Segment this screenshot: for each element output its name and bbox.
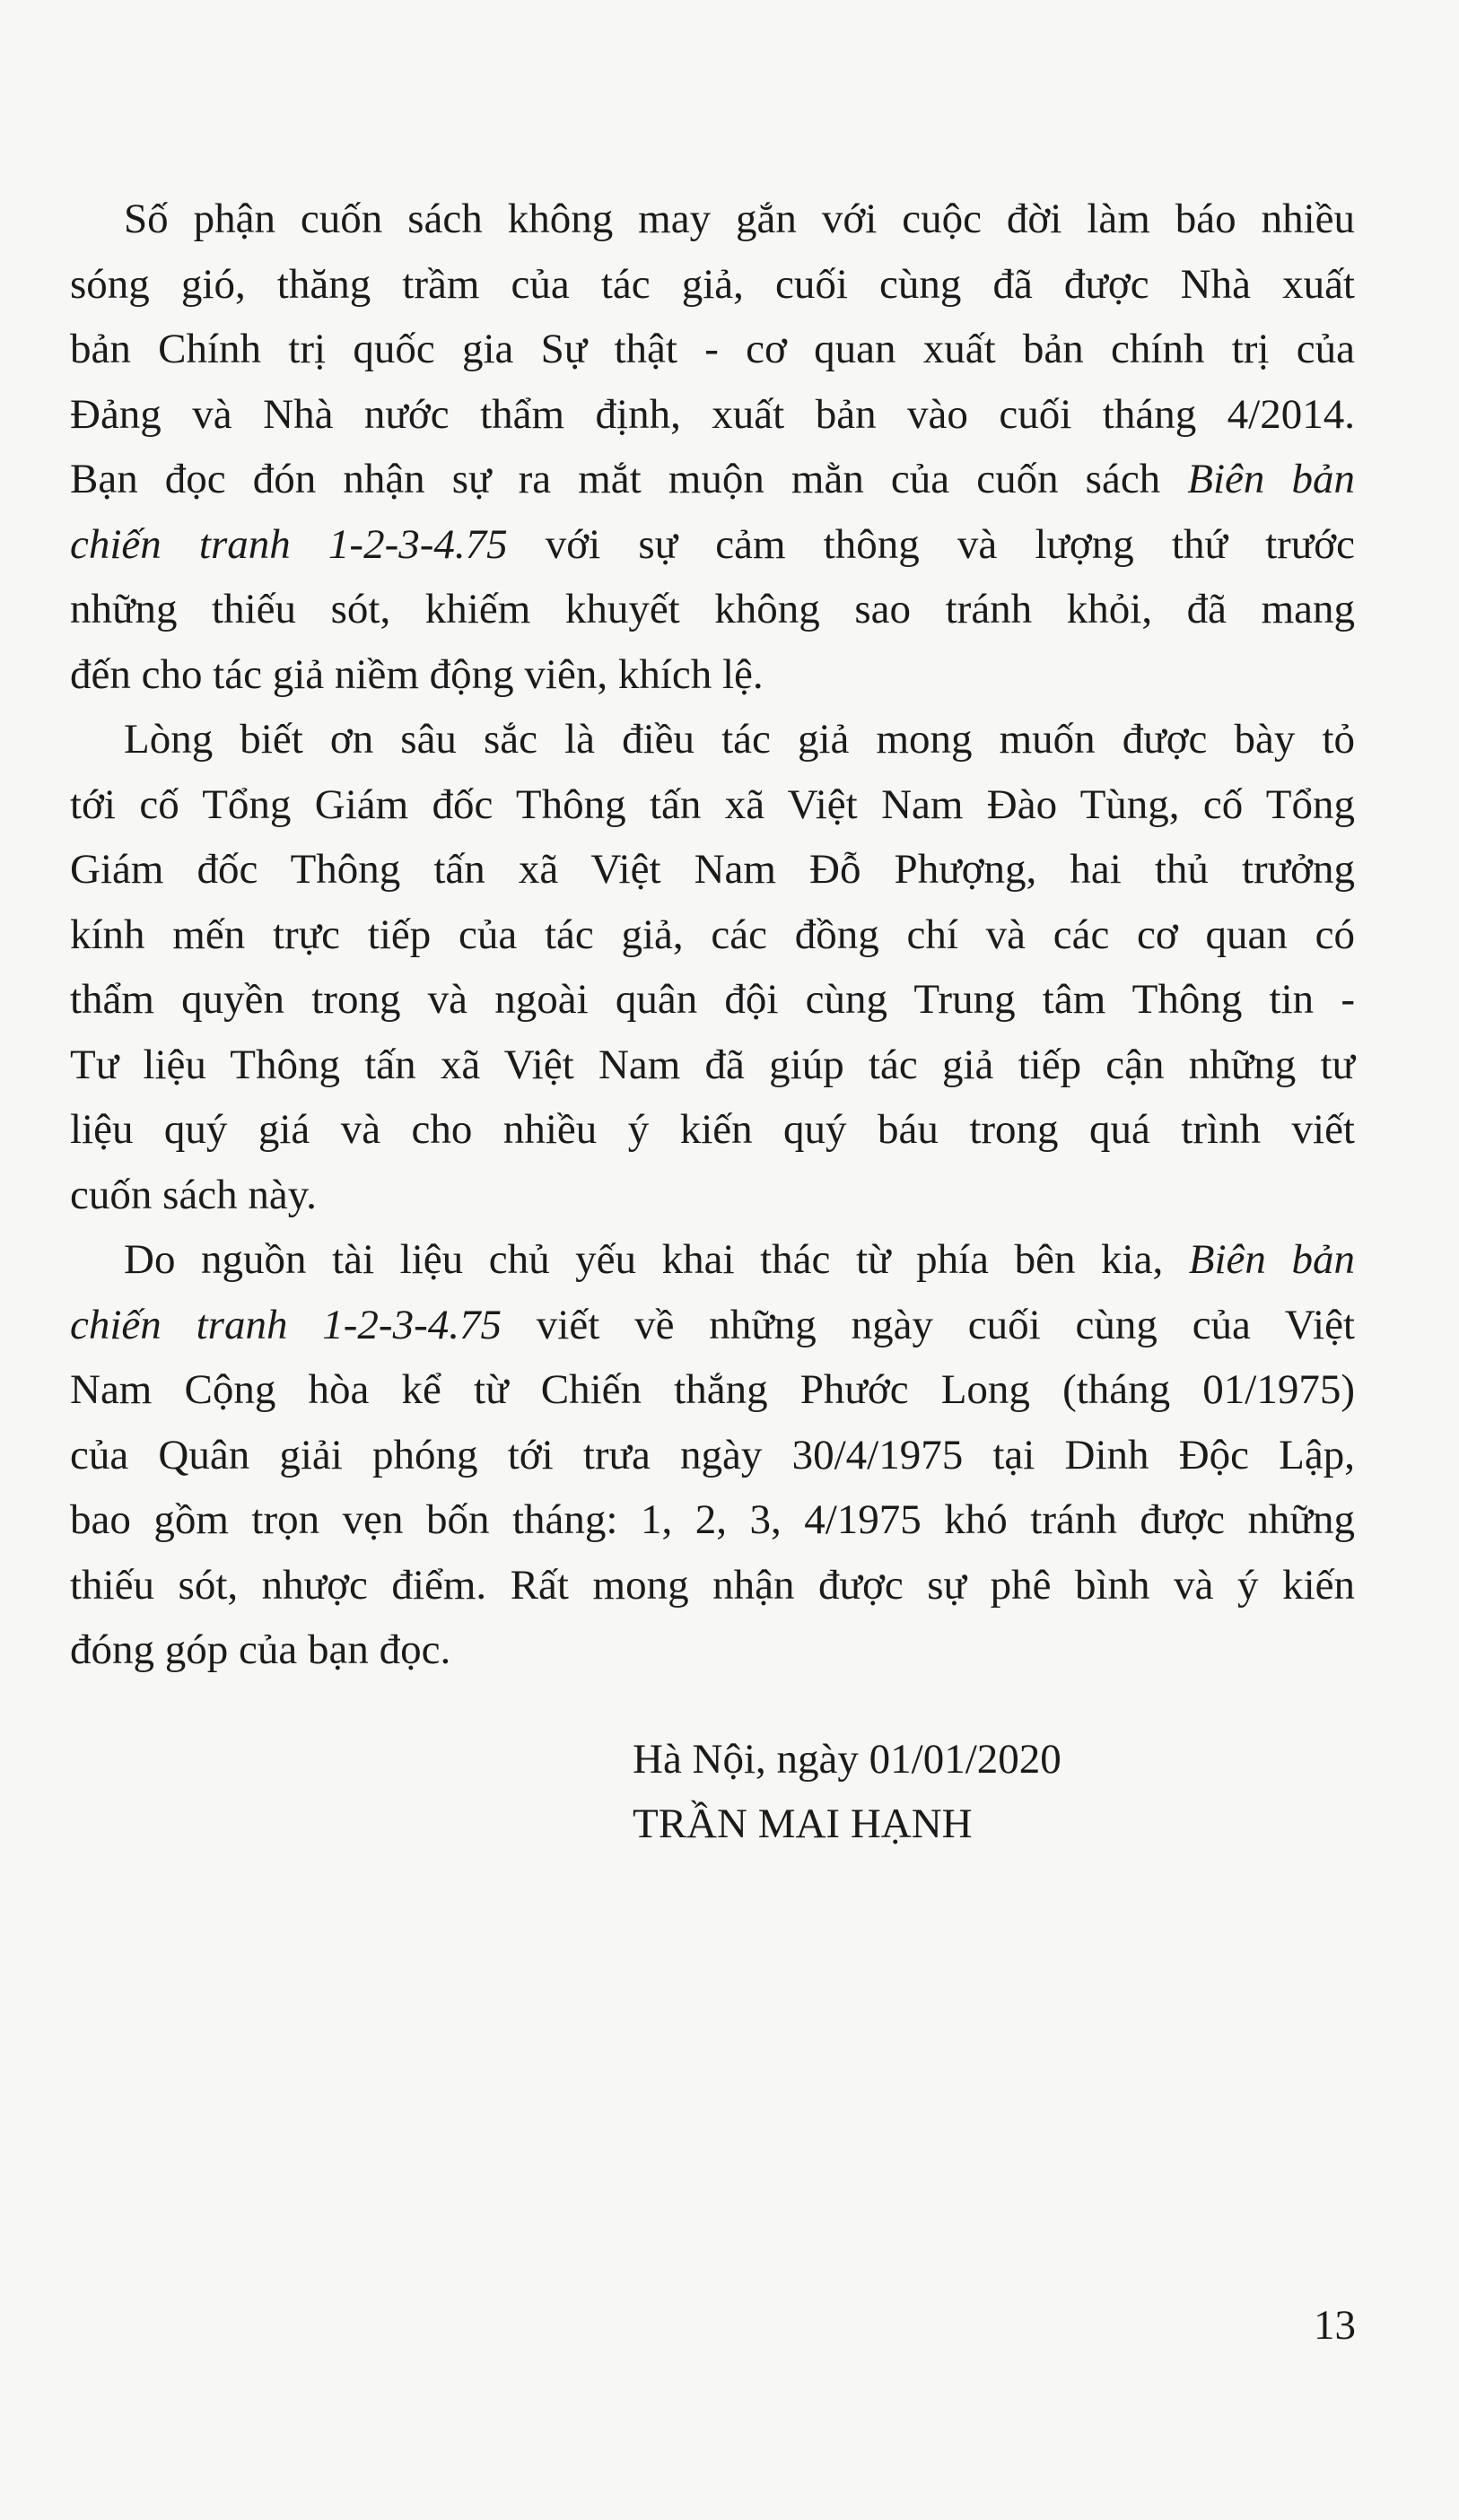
page-number: 13 bbox=[1314, 2302, 1356, 2349]
text-line: kính mến trực tiếp của tác giả, các đồng chí và các cơ quan có bbox=[70, 911, 1355, 958]
book-title-italic: chiến tranh 1-2-3-4.75 bbox=[70, 1301, 502, 1348]
text-line: Do nguồn tài liệu chủ yếu khai thác từ phía bên kia, Biên bản bbox=[124, 1236, 1355, 1283]
text-line: bao gồm trọn vẹn bốn tháng: 1, 2, 3, 4/1975 khó tránh được những bbox=[70, 1496, 1355, 1543]
text-line: cuốn sách này. bbox=[70, 1171, 317, 1218]
text-line: Nam Cộng hòa kể từ Chiến thắng Phước Long (tháng 01/1975) bbox=[70, 1366, 1355, 1413]
text-line: đóng góp của bạn đọc. bbox=[70, 1626, 451, 1673]
text-line: Số phận cuốn sách không may gắn với cuộc đời làm báo nhiều bbox=[124, 196, 1355, 242]
book-title-italic: Biên bản bbox=[1187, 456, 1355, 502]
paragraph-3 bbox=[70, 1227, 1355, 1683]
paragraph-2 bbox=[70, 707, 1355, 1227]
text-line: những thiếu sót, khiếm khuyết không sao tránh khỏi, đã mang bbox=[70, 586, 1355, 632]
signature-block bbox=[633, 1727, 1061, 1856]
text-line: liệu quý giá và cho nhiều ý kiến quý báu trong quá trình viết bbox=[70, 1106, 1355, 1153]
book-title-italic: Biên bản bbox=[1188, 1236, 1355, 1283]
text-line: sóng gió, thăng trầm của tác giả, cuối cùng đã được Nhà xuất bbox=[70, 260, 1355, 308]
text-line: chiến tranh 1-2-3-4.75 với sự cảm thông và lượng thứ trước bbox=[70, 520, 1355, 568]
text-line: thẩm quyền trong và ngoài quân đội cùng Trung tâm Thông tin - bbox=[70, 976, 1355, 1023]
text-line: Bạn đọc đón nhận sự ra mắt muộn mằn của cuốn sách Biên bản bbox=[70, 456, 1355, 502]
text-line: Giám đốc Thông tấn xã Việt Nam Đỗ Phượng, hai thủ trưởng bbox=[70, 846, 1355, 893]
text-line: chiến tranh 1-2-3-4.75 viết về những ngày cuối cùng của Việt bbox=[70, 1301, 1355, 1348]
text-line: Lòng biết ơn sâu sắc là điều tác giả mong muốn được bày tỏ bbox=[124, 716, 1355, 763]
text-line: Tư liệu Thông tấn xã Việt Nam đã giúp tác giả tiếp cận những tư bbox=[70, 1041, 1355, 1088]
author-name: TRẦN MAI HẠNH bbox=[633, 1801, 973, 1847]
text-line: thiếu sót, nhược điểm. Rất mong nhận được sự phê bình và ý kiến bbox=[70, 1561, 1355, 1609]
text-line: Đảng và Nhà nước thẩm định, xuất bản vào cuối tháng 4/2014. bbox=[70, 390, 1355, 438]
text-line: của Quân giải phóng tới trưa ngày 30/4/1975 tại Dinh Độc Lập, bbox=[70, 1431, 1355, 1478]
body-text bbox=[70, 187, 1355, 1683]
paragraph-1 bbox=[70, 187, 1355, 707]
text-line: bản Chính trị quốc gia Sự thật - cơ quan xuất bản chính trị của bbox=[70, 326, 1355, 372]
place-date: Hà Nội, ngày 01/01/2020 bbox=[633, 1736, 1061, 1783]
book-title-italic: chiến tranh 1-2-3-4.75 bbox=[70, 520, 508, 568]
text-line: tới cố Tổng Giám đốc Thông tấn xã Việt Nam Đào Tùng, cố Tổng bbox=[70, 780, 1355, 828]
text-line: đến cho tác giả niềm động viên, khích lệ. bbox=[70, 650, 764, 698]
